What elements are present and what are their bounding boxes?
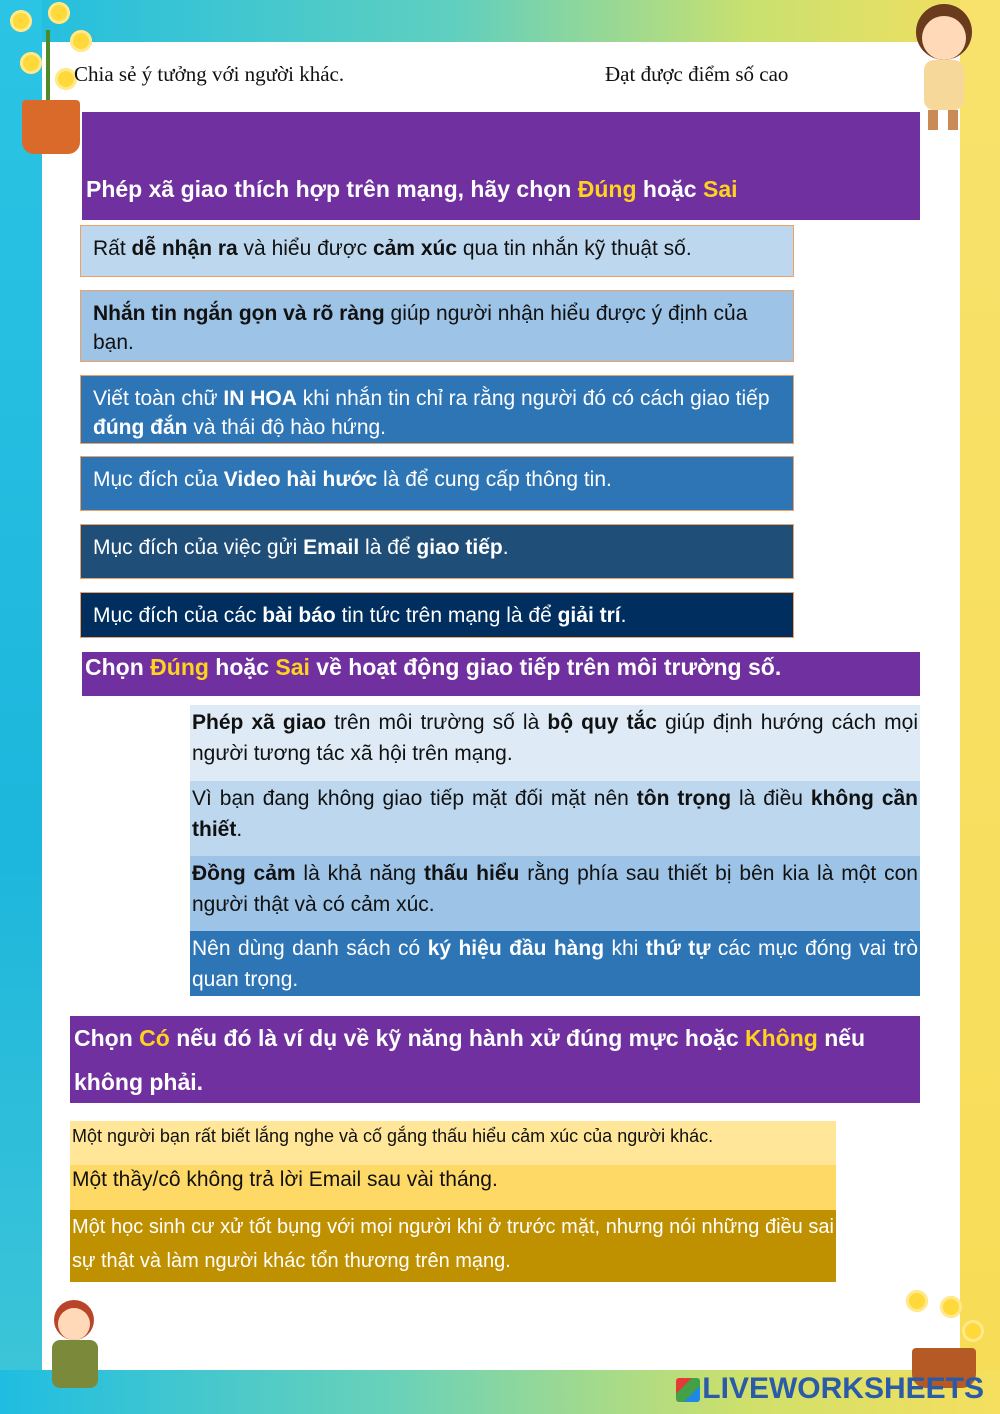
statement-item[interactable] <box>190 781 920 856</box>
example-item[interactable] <box>70 1165 836 1210</box>
statement-text: tin tức trên mạng là để <box>335 604 558 627</box>
statement-text: Vì bạn đang không giao tiếp mặt đối mặt nên <box>192 787 637 810</box>
statement-text: các mục đóng vai trò quan trọng. <box>192 937 919 991</box>
bold-text: giao tiếp <box>416 536 503 559</box>
bold-text: không cần thiết <box>192 787 918 841</box>
header-right-text: Đạt được điểm số cao <box>605 62 789 86</box>
example-text: Một người bạn rất biết lắng nghe và cố gắng thấu hiểu cảm xúc của người khác. <box>72 1126 714 1146</box>
bold-text: Video hài hước <box>223 468 378 491</box>
bold-text: Email <box>303 536 360 559</box>
example-text: Một thầy/cô không trả lời Email sau vài tháng. <box>72 1168 498 1191</box>
bold-text: đúng đắn <box>93 416 188 439</box>
statement-item[interactable] <box>80 290 794 362</box>
section2-title: Chọn Đúng hoặc Sai về hoạt động giao tiếp trên môi trường số. <box>82 652 920 696</box>
statement-text: Mục đích của việc gửi <box>93 536 304 559</box>
bold-text: giải trí <box>557 604 621 627</box>
statement-item[interactable] <box>80 225 794 277</box>
header-left-text: Chia sẻ ý tưởng với người khác. <box>74 62 345 86</box>
section1-title: Phép xã giao thích hợp trên mạng, hãy chọn Đúng hoặc Sai <box>82 112 920 220</box>
section3-title: Chọn Có nếu đó là ví dụ về kỹ năng hành xử đúng mực hoặc Không nếu không phải. <box>70 1016 920 1103</box>
statement-text: khi nhắn tin chỉ ra rằng người đó có cách giao tiếp <box>296 387 770 410</box>
statement-text: Mục đích của <box>93 468 224 491</box>
statement-text: khi <box>604 937 646 960</box>
bold-text: IN HOA <box>223 387 297 410</box>
bold-text: dễ nhận ra <box>131 237 238 260</box>
bold-text: Đồng cảm <box>192 862 296 885</box>
bold-text: bài báo <box>262 604 336 627</box>
statement-item[interactable] <box>80 524 794 579</box>
bold-text: tôn trọng <box>636 787 732 810</box>
statement-text: . <box>502 536 509 559</box>
statement-text: là khả năng <box>295 862 424 885</box>
example-text: Một học sinh cư xử tốt bụng với mọi người khi ở trước mặt, nhưng nói những điều sai sự thật và làm người khác tổn thương trên mạng. <box>72 1216 834 1272</box>
bold-text: Nhắn tin ngắn gọn và rõ ràng <box>93 302 385 325</box>
bold-text: thứ tự <box>645 937 711 960</box>
statement-text: Rất <box>93 237 132 260</box>
liveworksheets-logo-icon <box>676 1378 700 1402</box>
statement-text: qua tin nhắn kỹ thuật số. <box>457 237 692 260</box>
flower-pot-bottom-decoration <box>900 1290 990 1380</box>
statement-item[interactable] <box>80 592 794 638</box>
bold-text: ký hiệu đầu hàng <box>427 937 605 960</box>
statement-text: Mục đích của các <box>93 604 263 627</box>
liveworksheets-logo[interactable]: LIVEWORKSHEETS <box>702 1372 984 1405</box>
statement-item[interactable] <box>190 705 920 781</box>
statement-text: giúp người nhận hiểu được ý định của bạn. <box>93 302 748 354</box>
example-item[interactable] <box>70 1121 836 1165</box>
statement-text: là để <box>359 536 417 559</box>
bold-text: thấu hiểu <box>423 862 520 885</box>
bold-text: Phép xã giao <box>192 711 327 734</box>
statement-text: và thái độ hào hứng. <box>187 416 387 439</box>
statement-text: giúp định hướng cách mọi người tương tác xã hội trên mạng. <box>192 711 918 765</box>
statement-text: . <box>620 604 627 627</box>
statement-text: trên môi trường số là <box>326 711 548 734</box>
statement-item[interactable] <box>190 931 920 996</box>
left-border <box>0 0 42 1414</box>
statement-text: và hiểu được <box>237 237 373 260</box>
statement-item[interactable] <box>190 856 920 931</box>
statement-text: là để cung cấp thông tin. <box>377 468 612 491</box>
bold-text: cảm xúc <box>372 237 458 260</box>
statement-text: Nên dùng danh sách có <box>192 937 428 960</box>
statement-text: Viết toàn chữ <box>93 387 224 410</box>
girl-illustration <box>36 1300 116 1400</box>
statement-item[interactable] <box>80 456 794 511</box>
top-border <box>0 0 1000 42</box>
statement-text: là điều <box>731 787 811 810</box>
statement-text: rằng phía sau thiết bị bên kia là một con người thật và có cảm xúc. <box>192 862 918 916</box>
statement-text: . <box>236 818 243 841</box>
right-border <box>960 0 1000 1414</box>
bold-text: bộ quy tắc <box>547 711 657 734</box>
statement-item[interactable] <box>80 375 794 444</box>
example-item[interactable] <box>70 1210 836 1282</box>
